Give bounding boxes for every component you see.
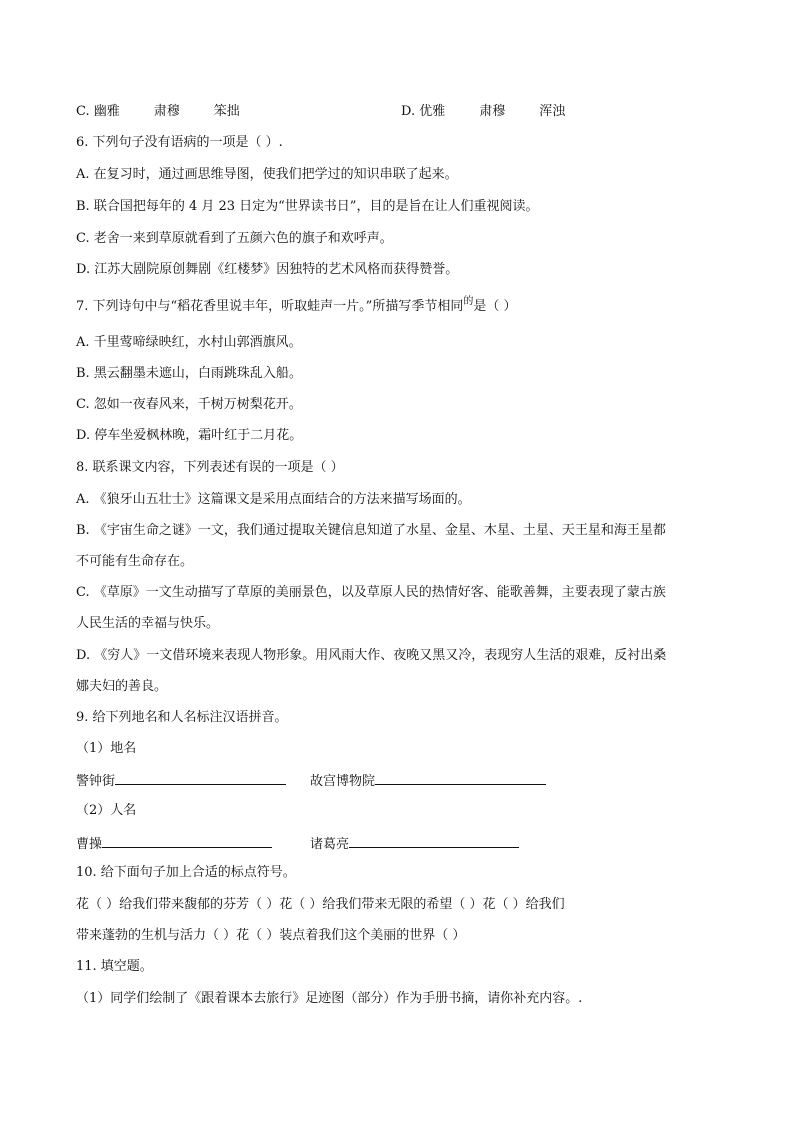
q9-place1-blank[interactable] [115,771,286,785]
q9-part1-label: （1）地名 [76,741,137,756]
q7-stem-de: 的 [463,296,474,307]
q5-option-d-label: D. 优雅 [401,104,446,119]
q7-stem-part-b: 是（ ） [473,299,517,314]
q5-option-c [76,103,240,121]
q9-place2-row [310,771,546,791]
q9-stem: 9. 给下列地名和人名标注汉语拼音。 [76,710,288,725]
q10-sentence-line1: 花（ ）给我们带来馥郁的芬芳（ ）花（ ）给我们带来无限的希望（ ）花（ ）给我们 [76,897,565,912]
q9-part2-label: （2）人名 [76,803,137,818]
q6-option-b: B. 联合国把每年的 4 月 23 日定为“世界读书日”，目的是旨在让人们重视阅读。 [76,199,539,214]
q5-option-d-word3: 浑浊 [539,104,566,119]
q9-person2-blank[interactable] [349,834,519,848]
q8-option-c-line2: 人民生活的幸福与快乐。 [76,616,220,631]
q10-stem: 10. 给下面句子加上合适的标点符号。 [76,865,296,880]
q8-option-d-line1: D. 《穷人》一文借环境来表现人物形象。用风雨大作、夜晚又黑又冷，表现穷人生活的艰难，反衬出桑 [76,648,667,663]
q9-person1-blank[interactable] [102,834,272,848]
q6-option-a: A. 在复习时，通过画思维导图，使我们把学过的知识串联了起来。 [76,167,458,182]
q10-sentence-line2: 带来蓬勃的生机与活力（ ）花（ ）装点着我们这个美丽的世界（ ） [76,928,466,943]
q11-part1: （1）同学们绘制了《跟着课本去旅行》足迹图（部分）作为手册书摘，请你补充内容。. [76,991,583,1006]
q6-option-d: D. 江苏大剧院原创舞剧《红楼梦》因独特的艺术风格而获得赞誉。 [76,262,459,277]
q8-option-b-line2: 不可能有生命存在。 [76,554,194,569]
q8-option-a: A. 《狼牙山五壮士》这篇课文是采用点面结合的方法来描写场面的。 [76,492,471,507]
q7-option-a: A. 千里莺啼绿映红，水村山郭酒旗风。 [76,335,302,350]
q7-stem [76,298,516,317]
q9-place2-blank[interactable] [375,771,546,785]
q7-stem-part-a: 7. 下列诗句中与“稻花香里说丰年，听取蛙声一片。”所描写季节相同 [76,299,464,314]
q9-person1: 曹操 [76,837,103,852]
q6-stem: 6. 下列句子没有语病的一项是（ ）. [76,135,283,150]
q6-option-c: C. 老舍一来到草原就看到了五颜六色的旗子和欢呼声。 [76,231,393,246]
q7-option-d: D. 停车坐爱枫林晚，霜叶红于二月花。 [76,428,303,443]
q9-person-row [76,834,272,854]
q5-option-c-label: C. 幽雅 [76,104,120,119]
q9-person2: 诸葛亮 [310,837,350,852]
q7-option-c: C. 忽如一夜春风来，千树万树梨花开。 [76,397,302,412]
q5-option-c-word3: 笨拙 [213,104,240,119]
q8-stem: 8. 联系课文内容，下列表述有误的一项是（ ） [76,460,344,475]
q8-option-d-line2: 娜夫妇的善良。 [76,679,168,694]
q9-place-row [76,771,286,791]
q11-stem: 11. 填空题。 [76,959,153,974]
q5-option-d [401,103,565,121]
q9-person2-row [310,834,519,854]
q9-place1: 警钟街 [76,774,116,789]
q5-option-d-word2: 肃穆 [479,104,506,119]
q5-option-c-word2: 肃穆 [153,104,180,119]
q8-option-b-line1: B. 《宇宙生命之谜》一文，我们通过提取关键信息知道了水星、金星、木星、土星、天王星和海王星都 [76,523,666,538]
q7-option-b: B. 黑云翻墨未遮山，白雨跳珠乱入船。 [76,366,302,381]
q8-option-c-line1: C. 《草原》一文生动描写了草原的美丽景色，以及草原人民的热情好客、能歌善舞，主要表现了蒙古族 [76,585,666,600]
q9-place2: 故宫博物院 [310,774,376,789]
